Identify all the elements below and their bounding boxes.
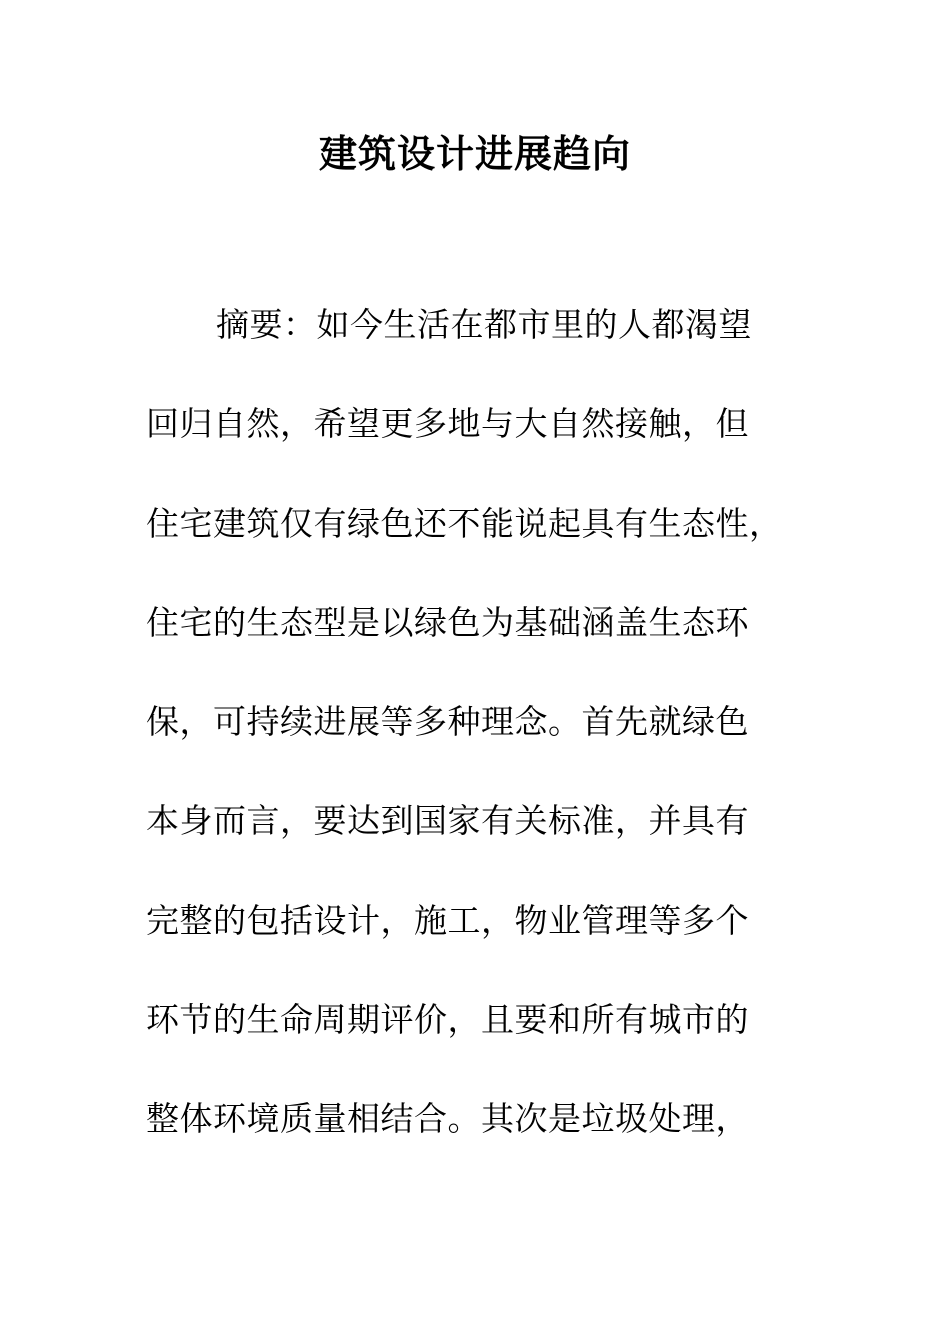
paragraph-line: 本身而言，要达到国家有关标准，并具有: [146, 801, 749, 841]
paragraph-line: 保，可持续进展等多种理念。首先就绿色: [146, 702, 749, 742]
paragraph-line: 完整的包括设计，施工，物业管理等多个: [146, 900, 749, 940]
document-title: 建筑设计进展趋向: [318, 131, 631, 176]
paragraph-line: 整体环境质量相结合。其次是垃圾处理，: [146, 1099, 749, 1139]
paragraph-line: 住宅建筑仅有绿色还不能说起具有生态性，: [146, 503, 783, 543]
paragraph-line: 住宅的生态型是以绿色为基础涵盖生态环: [146, 602, 749, 642]
paragraph-line: 回归自然，希望更多地与大自然接触，但: [146, 404, 749, 444]
paragraph-line: 环节的生命周期评价，且要和所有城市的: [146, 1000, 749, 1040]
paragraph-line: 摘要：如今生活在都市里的人都渴望: [216, 305, 752, 344]
document-body: [146, 300, 806, 1194]
